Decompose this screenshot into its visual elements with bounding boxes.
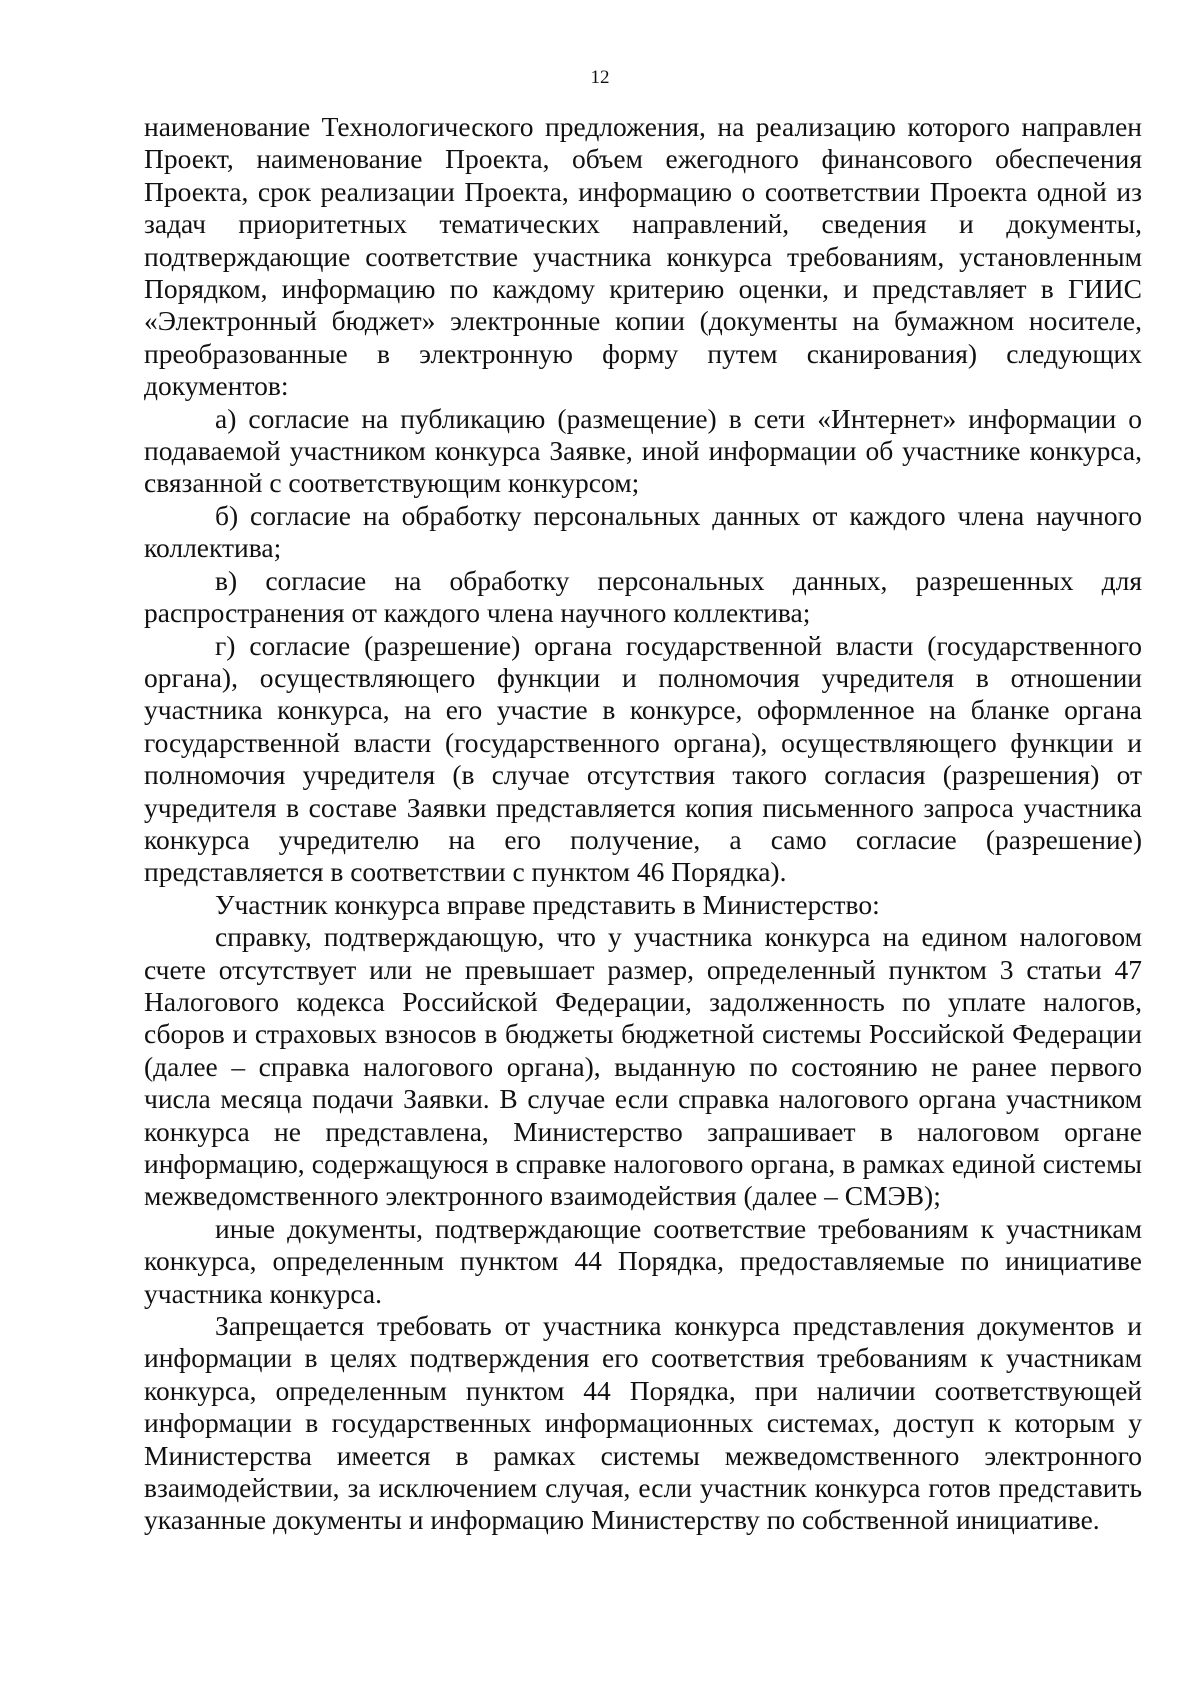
paragraph-item-v: в) согласие на обработку персональных данных, разрешенных для распространения от каждого члена научного коллектива; bbox=[144, 564, 1142, 629]
paragraph-prohibition: Запрещается требовать от участника конкурса представления документов и информации в целях подтверждения его соответствия требованиям к участникам конкурса, определенным пунктом 44 Порядка, при наличии соответствующей информации в государственных информационных системах, доступ к которым у Министерства имеется в рамках системы межведомственного электронного взаимодействии, за исключением случая, если участник конкурса готов представить указанные документы и информацию Министерству по собственной инициативе. bbox=[144, 1310, 1142, 1536]
paragraph-continuation: наименование Технологического предложения, на реализацию которого направлен Проект, наименование Проекта, объем ежегодного финансового обеспечения Проекта, срок реализации Проекта, информацию о соответствии Проекта одной из задач приоритетных тематических направлений, сведения и документы, подтверждающие соответствие участника конкурса требованиям, установленным Порядком, информацию по каждому критерию оценки, и представляет в ГИИС «Электронный бюджет» электронные копии (документы на бумажном носителе, преобразованные в электронную форму путем сканирования) следующих документов: bbox=[144, 111, 1142, 402]
document-body bbox=[144, 111, 1142, 1537]
paragraph-item-a: а) согласие на публикацию (размещение) в сети «Интернет» информации о подаваемой участником конкурса Заявке, иной информации об участнике конкурса, связанной с соответствующим конкурсом; bbox=[144, 402, 1142, 499]
paragraph-participant-right: Участник конкурса вправе представить в Министерство: bbox=[215, 888, 880, 920]
page-number: 12 bbox=[590, 67, 610, 88]
paragraph-other-documents: иные документы, подтверждающие соответствие требованиям к участникам конкурса, определенным пунктом 44 Порядка, предоставляемые по инициативе участника конкурса. bbox=[144, 1212, 1142, 1309]
paragraph-item-g: г) согласие (разрешение) органа государственной власти (государственного органа), осуществляющего функции и полномочия учредителя в отношении участника конкурса, на его участие в конкурсе, оформленное на бланке органа государственной власти (государственного органа), осуществляющего функции и полномочия учредителя (в случае отсутствия такого согласия (разрешения) от учредителя в составе Заявки представляется копия письменного запроса участника конкурса учредителю на его получение, а само согласие (разрешение) представляется в соответствии с пунктом 46 Порядка). bbox=[144, 629, 1142, 888]
paragraph-item-b: б) согласие на обработку персональных данных от каждого члена научного коллектива; bbox=[144, 499, 1142, 564]
paragraph-tax-certificate: справку, подтверждающую, что у участника конкурса на едином налоговом счете отсутствует или не превышает размер, определенный пунктом 3 статьи 47 Налогового кодекса Российской Федерации, задолженность по уплате налогов, сборов и страховых взносов в бюджеты бюджетной системы Российской Федерации (далее – справка налогового органа), выданную по состоянию не ранее первого числа месяца подачи Заявки. В случае если справка налогового органа участником конкурса не представлена, Министерство запрашивает в налоговом органе информацию, содержащуюся в справке налогового органа, в рамках единой системы межведомственного электронного взаимодействия (далее – СМЭВ); bbox=[144, 921, 1142, 1212]
